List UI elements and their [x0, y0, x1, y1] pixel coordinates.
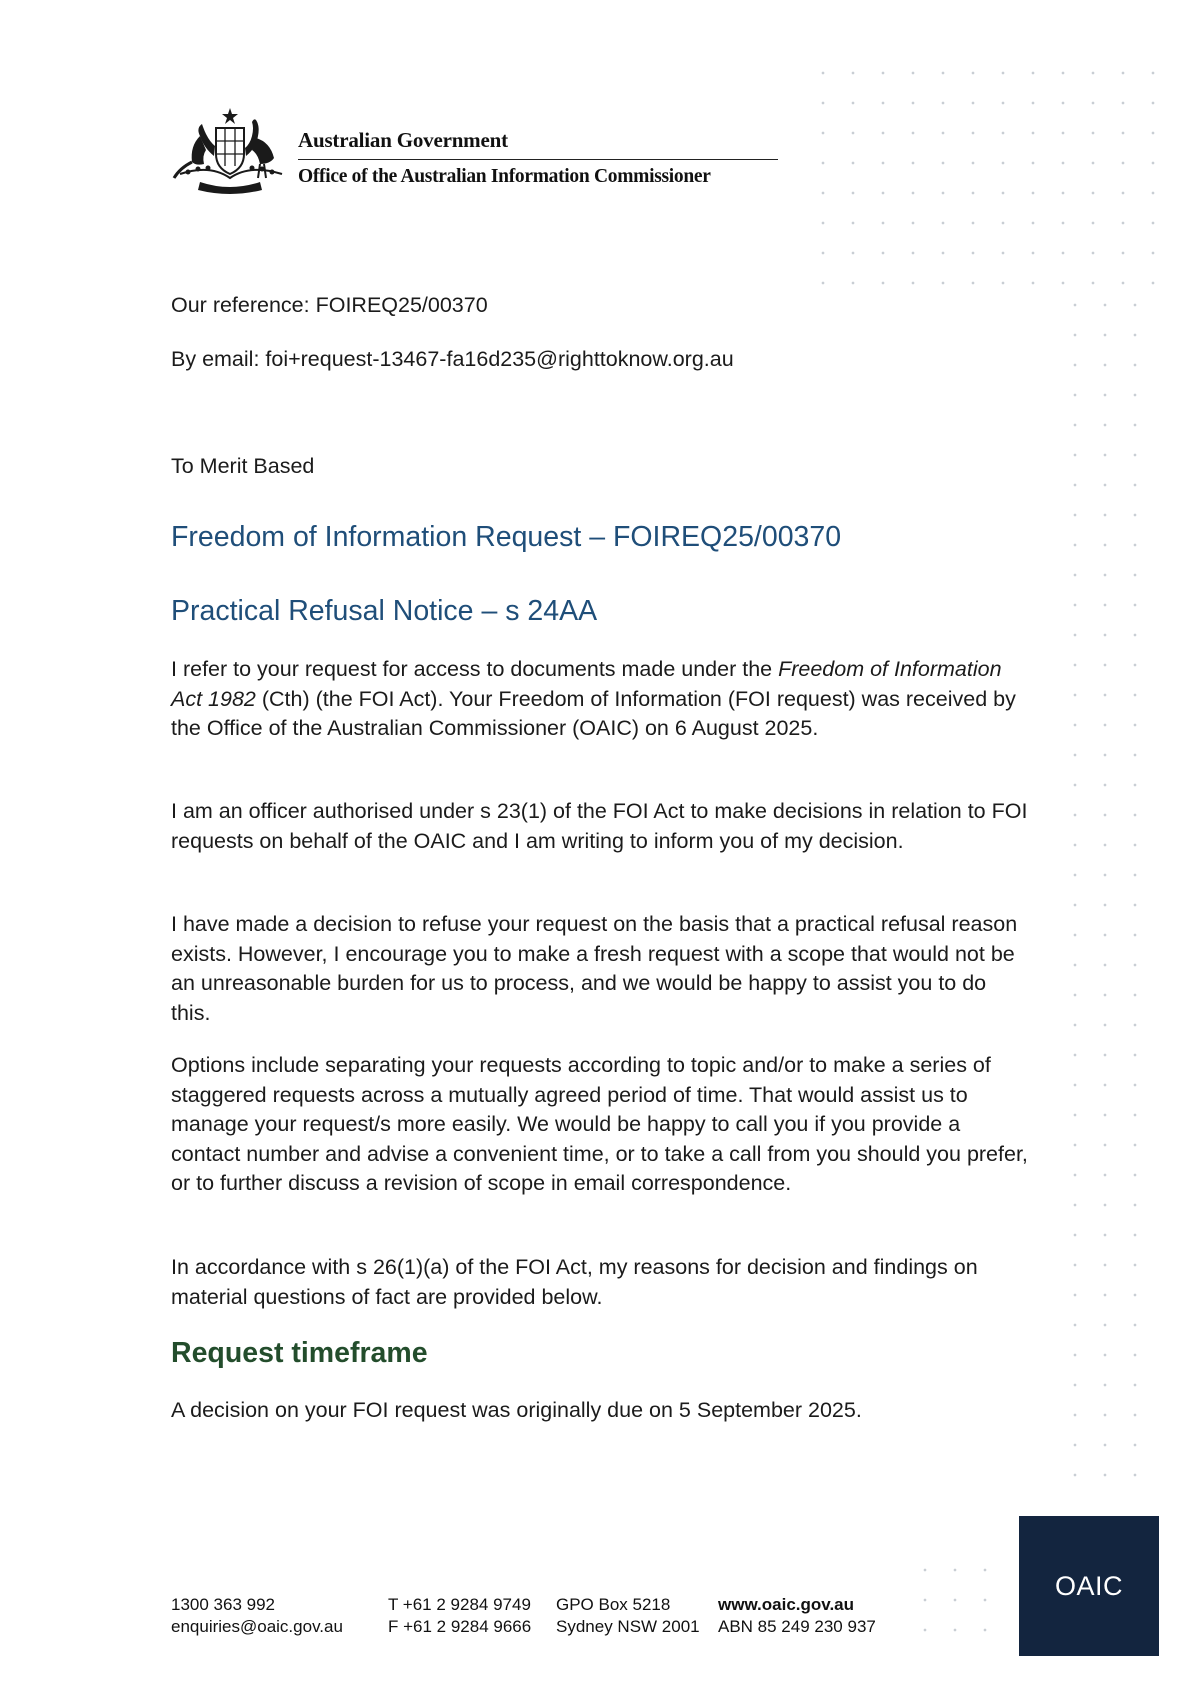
paragraph-3-text: I have made a decision to refuse your request on the basis that a practical refusal reason exists. However, I encourage you to make a fresh request with a scope that would not be an unreasonable burden for us to process, and we would be happy to assist you to do this. [171, 912, 1018, 1025]
paragraph-2 [171, 797, 1031, 856]
heading-request-timeframe: Request timeframe [171, 1337, 428, 1369]
paragraph-3 [171, 910, 1031, 1028]
paragraph-2-text: I am an officer authorised under s 23(1) of the FOI Act to make decisions in relation to FOI requests on behalf of the OAIC and I am writing to inform you of my decision. [171, 799, 1028, 853]
letterhead [170, 106, 790, 196]
dot-pattern-top [808, 58, 1158, 290]
footer-enquiries-email: enquiries@oaic.gov.au [171, 1617, 343, 1636]
paragraph-5-text: In accordance with s 26(1)(a) of the FOI Act, my reasons for decision and findings on material questions of fact are provided below. [171, 1255, 978, 1309]
footer-city: Sydney NSW 2001 [556, 1617, 700, 1636]
heading-foi-request: Freedom of Information Request – FOIREQ25/00370 [171, 521, 842, 553]
paragraph-1 [171, 655, 1031, 744]
paragraph-5 [171, 1253, 1031, 1312]
footer-tel: T +61 2 9284 9749 [388, 1595, 531, 1614]
act-title-italic: Freedom of Information Act 1982 [171, 657, 1002, 711]
salutation: To Merit Based [171, 454, 315, 478]
paragraph-6 [171, 1396, 1031, 1426]
footer-abn: ABN 85 249 230 937 [718, 1617, 876, 1636]
paragraph-4-text: Options include separating your requests according to topic and/or to make a series of staggered requests across a mutually agreed period of time. That would assist us to manage your request/s more easily. We would be happy to call you if you provide a contact number and advise a convenient time, or to take a call from you should you prefer, or to further discuss a revision of scope in email correspondence. [171, 1053, 1028, 1195]
paragraph-6-text: A decision on your FOI request was originally due on 5 September 2025. [171, 1398, 862, 1422]
footer-website: www.oaic.gov.au [718, 1595, 855, 1614]
footer-postal [556, 1594, 700, 1638]
footer-telephone-fax [388, 1594, 531, 1638]
paragraph-1-part-b: (Cth) (the FOI Act). Your Freedom of Information (FOI request) was received by the Office of the Australian Commissioner (OAIC) on 6 August 2025. [171, 686, 1016, 740]
commonwealth-coat-of-arms-icon [170, 106, 290, 196]
oaic-logo-text: OAIC [1054, 1570, 1123, 1601]
heading-practical-refusal: Practical Refusal Notice – s 24AA [171, 595, 598, 627]
dot-pattern-bottom [910, 1555, 1010, 1635]
paragraph-1-part-a: I refer to your request for access to documents made under the [171, 657, 779, 681]
our-reference: Our reference: FOIREQ25/00370 [171, 293, 488, 317]
letterhead-divider [298, 159, 778, 160]
dot-pattern-right [1060, 290, 1158, 1500]
footer-po-box: GPO Box 5218 [556, 1595, 671, 1614]
by-email-line: By email: foi+request-13467-fa16d235@righttoknow.org.au [171, 347, 734, 371]
government-title: Australian Government [298, 128, 508, 152]
oaic-logo [1019, 1516, 1159, 1656]
office-name: Office of the Australian Information Commissioner [298, 166, 711, 187]
paragraph-4 [171, 1051, 1031, 1199]
footer-phone: 1300 363 992 [171, 1595, 275, 1614]
footer-contact [171, 1594, 343, 1638]
footer-web [718, 1594, 876, 1638]
footer-fax: F +61 2 9284 9666 [388, 1617, 532, 1636]
